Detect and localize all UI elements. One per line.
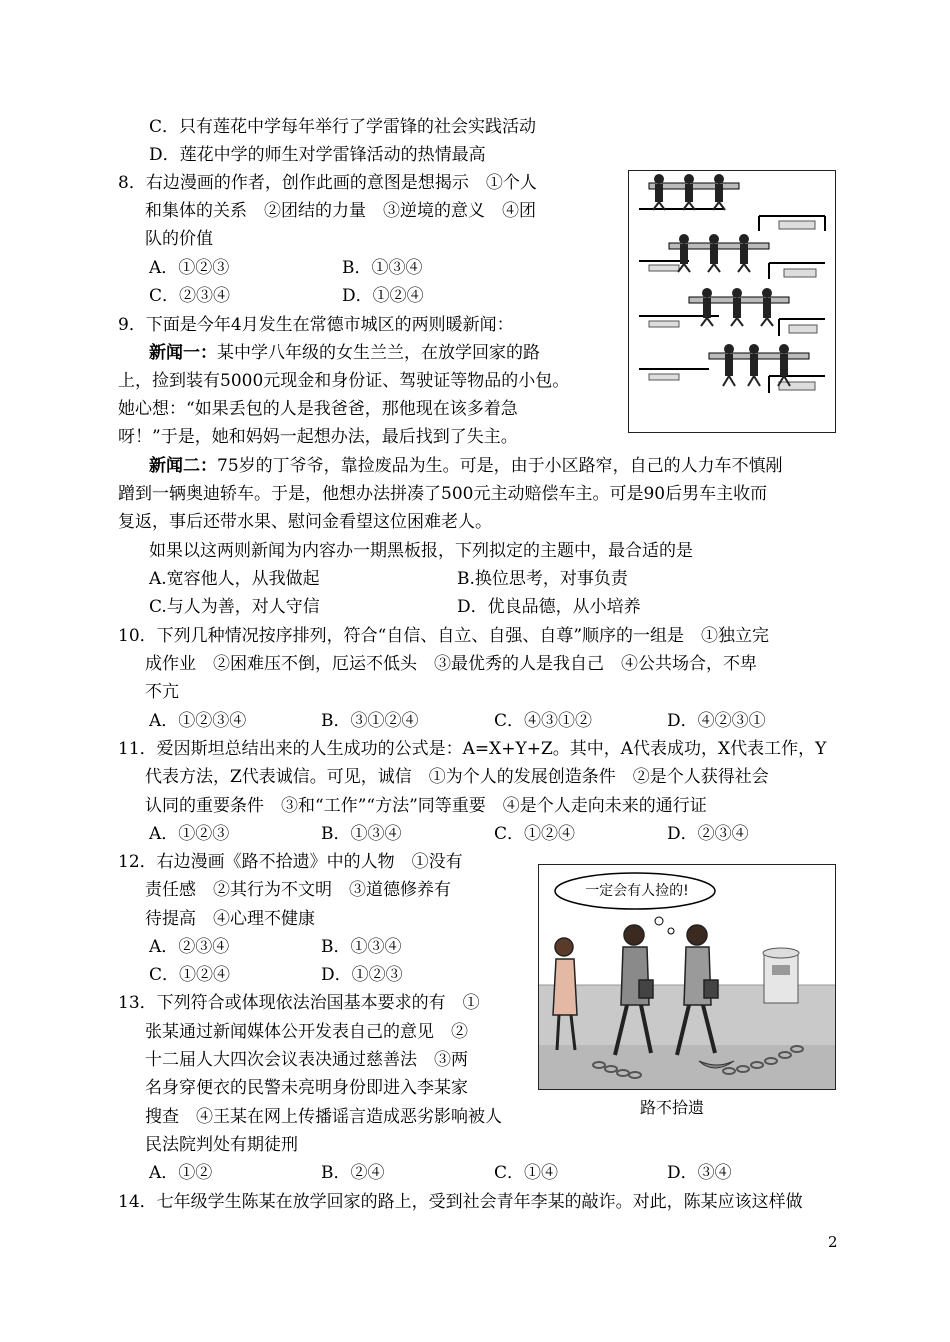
q9-option-d: D．优良品德，从小培养	[457, 597, 641, 617]
q8-stem-line3: 队的价值	[145, 229, 213, 249]
q13-stem-line1: 13．下列符合或体现依法治国基本要求的有 ①	[118, 993, 480, 1013]
q8-stem-line2: 和集体的关系 ②团结的力量 ③逆境的意义 ④团	[145, 201, 536, 221]
q13-stem-line4: 名身穿便衣的民警未亮明身份即进入李某家	[145, 1078, 468, 1098]
q11-option-c: C．①②④	[494, 824, 576, 844]
q12-option-b: B．①③④	[321, 937, 402, 957]
q7-option-c: C．只有莲花中学每年举行了学雷锋的社会实践活动	[149, 117, 537, 137]
q10-stem-line1: 10．下列几种情况按序排列，符合“自信、自立、自强、自尊”顺序的一组是 ①独立完	[118, 626, 770, 646]
q11-option-d: D．②③④	[667, 824, 749, 844]
q13-stem-line3: 十二届人大四次会议表决通过慈善法 ③两	[145, 1050, 468, 1070]
q10-option-a: A．①②③④	[149, 711, 247, 731]
q8-option-b: B．①③④	[342, 258, 423, 278]
q9-news1-line4: 呀！”于是，她和妈妈一起想办法，最后找到了失主。	[118, 427, 518, 447]
page-number: 2	[828, 1233, 838, 1251]
q9-option-a: A.宽容他人，从我做起	[149, 569, 320, 589]
q9-option-b: B.换位思考，对事负责	[457, 569, 628, 589]
q9-news1-line1	[149, 343, 540, 363]
q9-news1-line2: 上，捡到装有5000元现金和身份证、驾驶证等物品的小包。	[118, 371, 570, 391]
q10-stem-line3: 不亢	[145, 682, 179, 702]
q8-option-a: A．①②③	[149, 258, 230, 278]
news2-text: 75岁的丁爷爷，靠捡废品为生。可是，由于小区路窄，自己的人力车不慎剐	[217, 456, 783, 476]
q10-option-b: B．③①②④	[321, 711, 419, 731]
news1-text: 某中学八年级的女生兰兰，在放学回家的路	[217, 343, 540, 363]
news1-label: 新闻一：	[149, 343, 217, 363]
road-cartoon	[538, 864, 836, 1090]
q11-option-b: B．①③④	[321, 824, 402, 844]
q14-stem-line1: 14．七年级学生陈某在放学回家的路上，受到社会青年李某的敲诈。对此，陈某应该这样做	[118, 1192, 803, 1212]
cartoon-thought-bubble-text: 一定会有人捡的!	[585, 883, 689, 899]
q8-option-d: D．①②④	[342, 286, 424, 306]
q9-news2-line1	[149, 456, 783, 476]
q10-option-c: C．④③①②	[494, 711, 593, 731]
q13-stem-line2: 张某通过新闻媒体公开发表自己的意见 ②	[145, 1022, 468, 1042]
cartoon-caption: 路不拾遗	[640, 1098, 705, 1117]
teamwork-cartoon	[628, 170, 836, 433]
q9-stem: 9．下面是今年4月发生在常德市城区的两则暖新闻：	[118, 315, 514, 335]
q8-stem-line1: 8．右边漫画的作者，创作此画的意图是想揭示 ①个人	[118, 173, 537, 193]
q8-option-c: C．②③④	[149, 286, 231, 306]
q13-option-d: D．③④	[667, 1163, 732, 1183]
teamwork-cartoon-image	[629, 171, 835, 432]
q11-option-a: A．①②③	[149, 824, 230, 844]
q12-stem-line3: 待提高 ④心理不健康	[145, 909, 315, 929]
q13-stem-line5: 搜查 ④王某在网上传播谣言造成恶劣影响被人	[145, 1107, 502, 1127]
q11-stem-line2: 代表方法，Z代表诚信。可见，诚信 ①为个人的发展创造条件 ②是个人获得社会	[145, 767, 769, 787]
q13-option-a: A．①②	[149, 1163, 213, 1183]
q12-stem-line2: 责任感 ②其行为不文明 ③道德修养有	[145, 880, 451, 900]
q9-news2-line3: 复返，事后还带水果、慰问金看望这位困难老人。	[118, 512, 492, 532]
q12-option-a: A．②③④	[149, 937, 230, 957]
q10-stem-line2: 成作业 ②困难压不倒，厄运不低头 ③最优秀的人是我自己 ④公共场合，不卑	[145, 654, 757, 674]
q11-stem-line3: 认同的重要条件 ③和“工作”“方法”同等重要 ④是个人走向未来的通行证	[145, 796, 707, 816]
q13-option-b: B．②④	[321, 1163, 385, 1183]
q13-option-c: C．①④	[494, 1163, 559, 1183]
q12-option-c: C．①②④	[149, 965, 231, 985]
q12-stem-line1: 12．右边漫画《路不拾遗》中的人物 ①没有	[118, 852, 463, 872]
q9-option-c: C.与人为善，对人守信	[149, 597, 320, 617]
q9-news2-line2: 蹭到一辆奥迪轿车。于是，他想办法拼凑了500元主动赔偿车主。可是90后男车主收而	[118, 484, 768, 504]
news2-label: 新闻二：	[149, 456, 217, 476]
q9-question: 如果以这两则新闻为内容办一期黑板报，下列拟定的主题中，最合适的是	[149, 541, 693, 561]
q9-news1-line3: 她心想：“如果丢包的人是我爸爸，那他现在该多着急	[118, 399, 518, 419]
q7-option-d: D．莲花中学的师生对学雷锋活动的热情最高	[149, 145, 486, 165]
q10-option-d: D．④②③①	[667, 711, 766, 731]
q12-option-d: D．①②③	[321, 965, 403, 985]
q13-stem-line6: 民法院判处有期徒刑	[145, 1135, 298, 1155]
q11-stem-line1: 11．爱因斯坦总结出来的人生成功的公式是：A=X+Y+Z。其中，A代表成功，X代表工作，Y	[118, 739, 827, 759]
